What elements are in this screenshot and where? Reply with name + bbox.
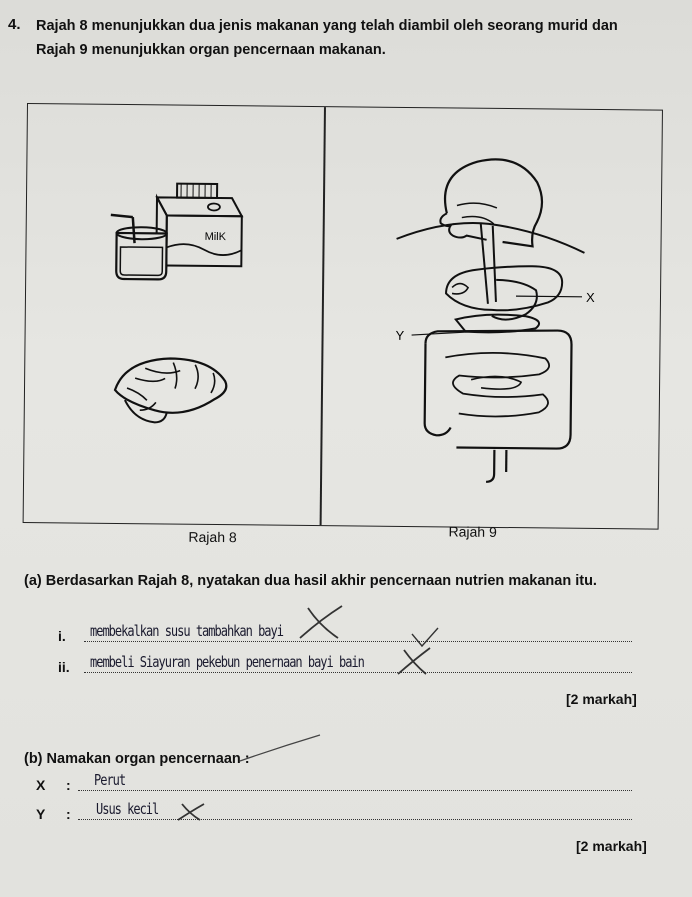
label-x: X xyxy=(585,289,595,305)
question-text-line-1: Rajah 8 menunjukkan dua jenis makanan yang telah diambil oleh seorang murid dan xyxy=(36,18,618,34)
cross-mark-icon xyxy=(176,802,206,822)
part-b-colon-y: : xyxy=(66,806,71,822)
part-a-item-ii-number: ii. xyxy=(58,659,70,675)
handwritten-answer-b-y: Usus kecil xyxy=(96,800,159,818)
croissant-illustration xyxy=(105,340,246,431)
cross-mark-icon xyxy=(396,646,432,676)
label-y: Y xyxy=(395,327,405,343)
milk-label: MilK xyxy=(204,230,227,244)
answer-line-b-y[interactable] xyxy=(78,819,632,820)
part-b-question: (b) Namakan organ pencernaan : xyxy=(24,751,250,767)
digestive-system-illustration xyxy=(374,143,638,486)
marks-part-a: [2 markah] xyxy=(566,691,637,707)
marks-part-b: [2 markah] xyxy=(576,838,647,854)
answer-line-a-ii[interactable] xyxy=(84,672,632,673)
handwritten-answer-a-i: membekalkan susu tambahkan bayi xyxy=(90,622,283,640)
question-number: 4. xyxy=(8,16,21,33)
part-a-item-i-number: i. xyxy=(58,628,66,644)
cross-mark-icon xyxy=(298,604,344,640)
part-b-label-x: X xyxy=(36,777,46,793)
answer-line-b-x[interactable] xyxy=(78,790,632,791)
figure-box xyxy=(23,103,663,546)
part-b-label-y: Y xyxy=(36,806,46,822)
part-b-colon-x: : xyxy=(66,777,71,793)
part-a-question: (a) Berdasarkan Rajah 8, nyatakan dua hasil akhir pencernaan nutrien makanan itu. xyxy=(24,573,597,589)
question-text-line-2: Rajah 9 menunjukkan organ pencernaan makanan. xyxy=(36,42,386,58)
answer-line-a-i[interactable] xyxy=(84,641,632,642)
pen-stroke-icon xyxy=(238,733,322,763)
caption-rajah-8: Rajah 8 xyxy=(188,528,237,546)
caption-rajah-9: Rajah 9 xyxy=(448,523,497,540)
handwritten-answer-b-x: Perut xyxy=(94,771,126,789)
milk-carton-illustration xyxy=(106,175,267,297)
handwritten-answer-a-ii: membeli Siayuran pekebun penernaan bayi bain xyxy=(90,653,364,671)
figure-divider xyxy=(320,107,326,525)
tick-mark-icon xyxy=(410,626,440,648)
